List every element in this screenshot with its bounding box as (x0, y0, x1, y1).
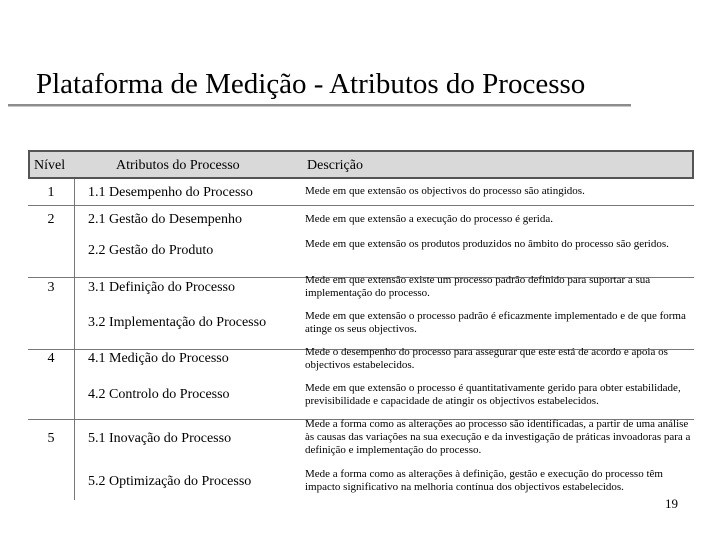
level-number: 4 (47, 351, 55, 366)
attribute-description: Mede em que extensão os objectivos do processo são atingidos. (305, 185, 585, 197)
slide-title: Plataforma de Medição - Atributos do Processo (36, 68, 586, 100)
level-number: 2 (47, 212, 55, 227)
page-number: 19 (665, 496, 678, 511)
attribute-description: Mede em que extensão o processo é quantitativamente gerido para obter estabilidade, previsibilidade e capacidade de atingir os objectivos estabelecidos. (305, 382, 681, 407)
attribute-name: 4.2 Controlo do Processo (88, 387, 230, 402)
table-header-row (28, 150, 694, 179)
attribute-name: 3.2 Implementação do Processo (88, 315, 267, 330)
level-number: 1 (47, 185, 55, 200)
header-description: Descrição (307, 158, 363, 173)
attribute-name: 5.1 Inovação do Processo (88, 431, 232, 446)
attribute-description: Mede em que extensão existe um processo padrão definido para suportar a sua implementação do processo. (305, 274, 651, 299)
attribute-name: 4.1 Medição do Processo (88, 351, 229, 366)
attribute-description: Mede em que extensão o processo padrão é eficazmente implementado e de que forma atinge os seus objectivos. (305, 310, 686, 335)
attribute-description: Mede em que extensão a execução do processo é gerida. (305, 213, 553, 225)
attribute-name: 5.2 Optimização do Processo (88, 474, 252, 489)
title-underline (8, 104, 631, 106)
process-attributes-table (28, 150, 694, 500)
attribute-name: 1.1 Desempenho do Processo (88, 185, 253, 200)
attribute-name: 3.1 Definição do Processo (88, 280, 235, 295)
header-attribute: Atributos do Processo (116, 158, 240, 173)
attribute-description: Mede em que extensão os produtos produzidos no âmbito do processo são geridos. (305, 238, 669, 250)
level-column-divider (74, 179, 75, 500)
attribute-name: 2.2 Gestão do Produto (88, 243, 214, 258)
header-level: Nível (34, 158, 66, 173)
attribute-description: Mede a forma como as alterações ao processo são identificadas, a partir de uma análise às causas das variações na sua execução e da investigação de práticas invoadoras para a definição e implementação do processo. (305, 418, 691, 456)
attribute-name: 2.1 Gestão do Desempenho (88, 212, 242, 227)
level-separator (28, 205, 694, 206)
attribute-description: Mede o desempenho do processo para assegurar que este está de acordo e apoia os objectivos estabelecidos. (305, 346, 668, 371)
attribute-description: Mede a forma como as alterações à definição, gestão e execução do processo têm impacto significativo na melhoria contínua dos objectivos estabelecidos. (305, 468, 663, 493)
level-number: 3 (47, 280, 55, 295)
level-number: 5 (47, 431, 55, 446)
